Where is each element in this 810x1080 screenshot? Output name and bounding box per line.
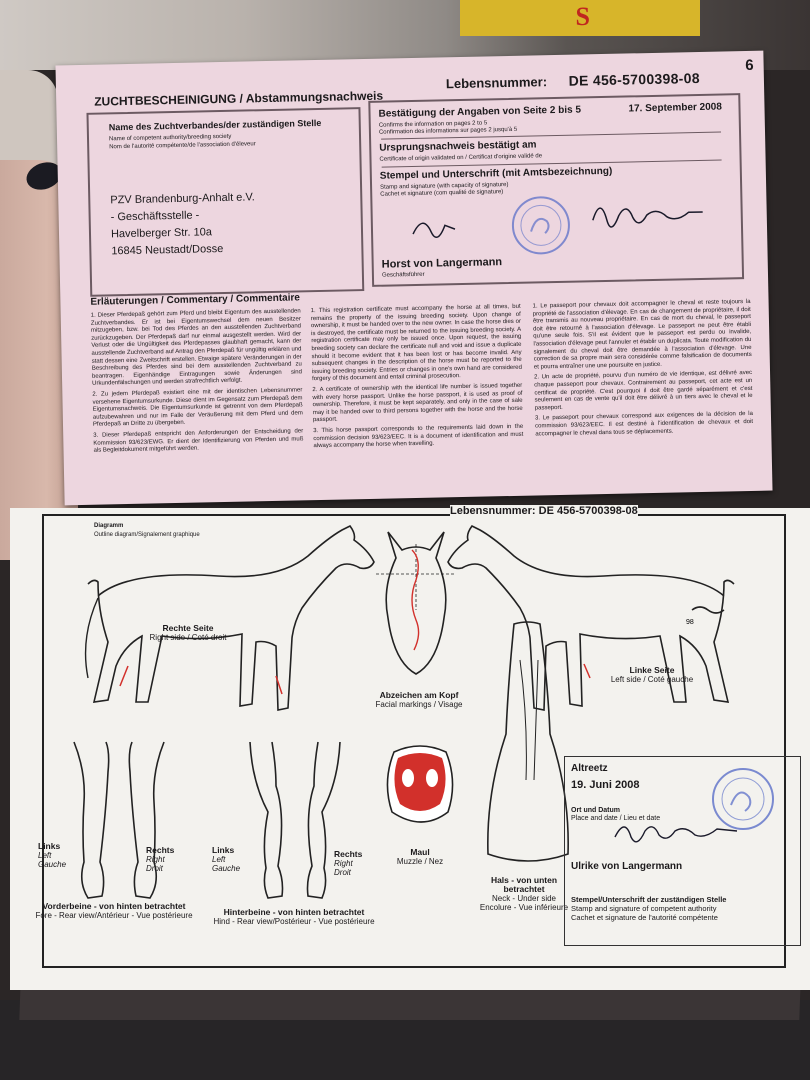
muzzle-label (380, 848, 460, 866)
stamp-sub-en: Stamp and signature (with capacity of signature) (380, 182, 509, 191)
life-number-label: Lebensnummer: (445, 74, 548, 92)
confirmation-box (368, 93, 744, 287)
validation-stamp-sub-fr: Cachet et signature de l'autorité compétente (571, 913, 718, 922)
commentary-paragraph: 2. A certificate of ownership with the identical life number is issued together with every horse passport. Unlike the horse passport, it is used as proof of ownership. Therefore, it must be kept separately, and only in the case of sale may it be handed over to third persons together with the horse and the horse passport. (312, 382, 523, 424)
validation-stamp-label (571, 895, 726, 922)
confirmation-date: 17. September 2008 (628, 101, 722, 115)
head-front-outline (376, 530, 456, 680)
stamp-sub-fr: Cachet et signature (com qualité de signature) (380, 189, 504, 198)
fore-legs-sub: Fore - Rear view/Antérieur - Vue postérieure (35, 911, 193, 920)
stamp-label: Stempel und Unterschrift (mit Amtsbezeichnung) (379, 165, 613, 182)
muzzle-title: Maul (410, 847, 430, 857)
place-date-sub: Place and date / Lieu et date (571, 815, 661, 822)
breeding-society-box (86, 107, 364, 297)
right-side-title: Rechte Seite (162, 623, 214, 633)
certificate-page (55, 51, 772, 506)
validation-signer: Ulrike von Langermann (571, 861, 683, 872)
society-address (110, 189, 256, 260)
validation-stamp-title: Stempel/Unterschrift der zuständigen Stelle (571, 895, 727, 904)
fore-left-label: Links Left Gauche (38, 841, 67, 869)
left-side-title: Linke Seite (629, 665, 675, 675)
place-date-title: Ort und Datum (571, 807, 620, 814)
validation-date: 19. Juni 2008 (571, 779, 640, 791)
society-name: PZV Brandenburg-Anhalt e.V. (110, 191, 255, 207)
right-side-label (128, 624, 248, 642)
fore-right-title: Rechts (146, 845, 175, 855)
society-sub-fr: Nom de l'autorité compétente/de l'association d'éleveur (109, 141, 256, 151)
hind-right-label: Rechts Right Droit (334, 849, 363, 877)
commentary-english (311, 304, 524, 454)
life-number (446, 70, 700, 91)
left-side-sub: Left side / Coté gauche (610, 675, 694, 684)
diagram-life-number: Lebensnummer: DE 456-5700398-08 (450, 505, 638, 517)
society-sub-en: Name of competent authority/breeding society (108, 133, 232, 143)
neck-sub: Neck - Under side (491, 894, 557, 903)
diagram-title-sub: Outline diagram/Signalement graphique (94, 532, 200, 538)
hind-legs-label (194, 908, 394, 926)
hind-legs-title: Hinterbeine - von hinten betrachtet (223, 907, 365, 917)
validation-stamp-signature (565, 767, 795, 847)
fore-left-title: Links (38, 841, 61, 851)
head-title: Abzeichen am Kopf (379, 690, 459, 700)
commentary-paragraph: 3. This horse passport corresponds to the requirements laid down in the commission decision 93/623/EEC. It is a document of identification and must always accompany the horse when travelling. (313, 423, 524, 450)
neck-title: Hals - von unten betrachtet (490, 875, 558, 894)
signer-name: Horst von Langermann (381, 256, 503, 271)
hind-left-label: Links Left Gauche (212, 845, 241, 873)
commentary-paragraph: 1. Le passeport pour chevaux doit accompagner le cheval et reste toujours la propriété de l'association d'élevage. En cas de changement de propriétaire, il doit être transmis au nouveau propriétaire. En cas de mort du cheval, le passeport doit être retourné à l'association d'élevage. Le passeport ne peut être établi qu'une seule fois. S'il est évident que le passeport est perdu ou invalide, l'association d'élevage peut l'annuler et établir un duplicata. Toute modification du signalement du cheval doit être demandée à l'association d'élevage. Une correction de sa propre main sera considérée comme falsification de documents et pourra entraîner une une poursuite en justice. (532, 298, 752, 371)
diagram-page (10, 505, 810, 990)
commentary-paragraph: 2. Zu jedem Pferdepaß existiert eine mit der identischen Lebensnummer versehene Eigentumsurkunde. Diese dient im Gegensatz zum Pferdepaß dem Eigentumsnachweis. Die Eigentumsurkunde ist getrennt von dem Pferdepaß aufzubewahren und nur im Falle der Veräußerung mit dem Pferd und dem Pferdepaß an Dritte zu übergeben. (92, 387, 303, 429)
society-office: - Geschäftsstelle - (110, 209, 200, 224)
life-number-value: DE 456-5700398-08 (568, 69, 701, 89)
commentary-heading: Erläuterungen / Commentary / Commentaire (90, 292, 301, 308)
neck-sub2: Encolure - Vue inférieure (479, 903, 569, 912)
page-number: 6 (745, 56, 754, 75)
background-yellow-box (460, 0, 700, 36)
certificate-title: ZUCHTBESCHEINIGUNG / Abstammungsnachweis (94, 88, 384, 109)
right-side-sub: Right side / Coté droit (149, 633, 227, 642)
society-label: Name des Zuchtverbandes/der zuständigen Stelle (108, 117, 322, 133)
background-red-mark: S (575, 2, 590, 31)
validation-box (564, 756, 801, 946)
brand-number: 98 (686, 619, 694, 626)
signer-role: Geschäftsführer (381, 271, 425, 279)
hind-left-title: Links (212, 845, 235, 855)
society-city: 16845 Neustadt/Dosse (111, 242, 224, 258)
origin-label: Ursprungsnachweis bestätigt am (379, 139, 537, 154)
confirmation-sub-en: Confirms the information on pages 2 to 5 (378, 120, 488, 129)
hind-right-title: Rechts (334, 849, 363, 859)
confirmation-sub-fr: Confirmation des informations sur pages 2 jusqu'à 5 (378, 126, 518, 136)
left-side-label (592, 666, 712, 684)
commentary-paragraph: 3. Le passeport pour chevaux correspond aux exigences de la décision de la commission 93/623/EEC. Il est destiné à l'identification de chevaux et doit accompagner le cheval dans tous se déplacements. (534, 411, 754, 437)
validation-stamp-sub-en: Stamp and signature of competent authority (571, 904, 717, 913)
fore-right-label: Rechts Right Droit (146, 845, 175, 873)
society-street: Havelberger Str. 10a (110, 226, 213, 241)
neck-label (474, 876, 574, 912)
diagram-title-label: Diagramm (94, 523, 124, 529)
commentary-paragraph: 3. Dieser Pferdepaß entspricht den Anforderungen der Entscheidung der Kommission 93/623/EWG. Er dient der Identifizierung von Pferden und muß als Begleitdokument mitgeführt werden. (93, 428, 304, 454)
commentary-paragraph: 1. Dieser Pferdepaß gehört zum Pferd und bleibt Eigentum des ausstellenden Zuchtverbandes. Er ist bei Eigentumswechsel dem neuen Besitzer mitzugeben, bzw. bei Tod des Pferdes an den ausstellenden Zuchtverband zurückzugeben. Der Pferdepaß darf nur einmal ausgestellt werden. Wird der Verlust oder die Ungültigkeit des Pferdepasses glaubhaft gemacht, kann der ausstellende Zuchtverband auf Antrag den Pferdepaß für ungültig erklären und statt dessen eine Zweitschrift erstellen. Etwaige spätere Veränderungen in der Beschreibung des Pferdes sind bei dem ausstellenden Zuchtverband zu beantragen. Eigenhändige Eintragungen sowie Änderungen sind Urkundenfälschungen und werden strafrechtlich verfolgt. (90, 308, 303, 388)
head-sub: Facial markings / Visage (375, 700, 463, 709)
commentary-french (533, 299, 754, 442)
muzzle-sub: Muzzle / Nez (396, 857, 444, 866)
commentary-german (91, 308, 304, 458)
fore-legs-label (24, 902, 204, 920)
validation-place: Altreetz (571, 763, 608, 774)
neck-outline (484, 620, 574, 870)
hind-legs-outline (240, 738, 350, 908)
confirmation-label: Bestätigung der Angaben von Seite 2 bis 5 (378, 104, 582, 120)
commentary-paragraph: 2. Un acte de propriété, pourvu d'un numéro de vie identique, est délivré avec chaque passeport pour chevaux. Contrairement au passeport, cet acte est un certificat de propriété. C'est pourquoi il doit être gardé séparément et c'est seulement en cas de vente qu'il doit être délivré à un tiers avec le cheval et le passeport. (534, 370, 753, 412)
diagram-frame (35, 505, 786, 968)
head-label (364, 691, 474, 709)
fore-legs-outline (64, 738, 174, 908)
fore-legs-title: Vorderbeine - von hinten betrachtet (42, 901, 186, 911)
origin-sub: Certificate of origin validated on / Certificat d'origine validé de (379, 153, 543, 163)
muzzle-outline (384, 744, 456, 834)
commentary-paragraph: 1. This registration certificate must accompany the horse at all times, but remains the property of the issuing breeding society. Upon change of ownership, it must be handed over to the new owner. In case the horse dies or is destroyed, the certificate must be returned to the issuing breeding society. A registration certificate may only be issued once. Upon request, the issuing breeding society can declare the certificate null and void and issue a duplicate should it become evident that it has been lost or has become invalid. Any subsequent changes in the description of the horse must be reported to the issuing breeding society. Entries or changes in one's own hand are considered forgery of this document and entail criminal prosecution. (310, 303, 522, 383)
hind-legs-sub: Hind - Rear view/Postérieur - Vue postérieure (213, 917, 375, 926)
